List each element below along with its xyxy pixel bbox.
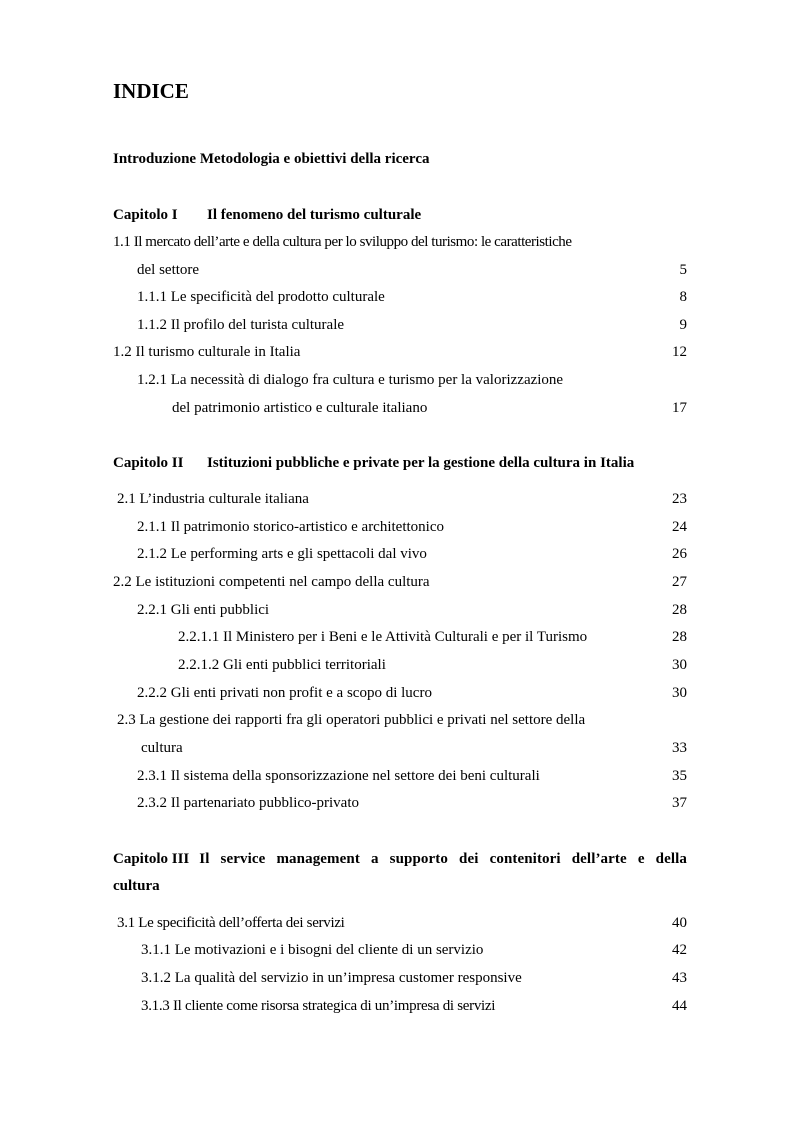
page-title: INDICE	[113, 79, 189, 103]
toc-entry: 2.2.1 Gli enti pubblici	[137, 602, 270, 618]
toc-page-number: 28	[672, 602, 687, 618]
toc-page-number: 26	[672, 546, 687, 562]
toc-entry: 2.3.1 Il sistema della sponsorizzazione nel settore dei beni culturali	[137, 768, 540, 784]
toc-page-number: 40	[672, 915, 687, 931]
toc-entry: 2.3.2 Il partenariato pubblico-privato	[137, 795, 360, 811]
chapter-2-label: Capitolo II	[113, 455, 184, 471]
toc-entry: 2.2.1.2 Gli enti pubblici territoriali	[178, 657, 386, 673]
toc-page-number: 37	[672, 795, 687, 811]
toc-entry: 2.1 L’industria culturale italiana	[117, 491, 309, 507]
toc-entry: 1.2 Il turismo culturale in Italia	[113, 344, 301, 360]
toc-entry: 2.1.1 Il patrimonio storico-artistico e architettonico	[137, 519, 444, 535]
chapter-3-heading	[113, 850, 687, 868]
toc-entry: 2.3 La gestione dei rapporti fra gli operatori pubblici e privati nel settore della	[117, 712, 586, 728]
introduction-heading: Introduzione Metodologia e obiettivi della ricerca	[113, 151, 430, 167]
toc-entry: 3.1.3 Il cliente come risorsa strategica di un’impresa di servizi	[141, 998, 496, 1014]
toc-entry: 1.1 Il mercato dell’arte e della cultura per lo sviluppo del turismo: le caratteristiche	[113, 234, 572, 250]
toc-entry: del settore	[137, 262, 200, 278]
chapter-3-label: Capitolo III	[113, 851, 190, 867]
toc-entry: 3.1.2 La qualità del servizio in un’impresa customer responsive	[141, 970, 522, 986]
toc-entry: 3.1.1 Le motivazioni e i bisogni del cliente di un servizio	[141, 942, 484, 958]
toc-page-number: 43	[672, 970, 687, 986]
toc-page-number: 17	[672, 400, 687, 416]
toc-page-number: 44	[672, 998, 687, 1014]
toc-page-number: 30	[672, 657, 687, 673]
toc-page-number: 30	[672, 685, 687, 701]
toc-page-number: 33	[672, 740, 687, 756]
toc-entry: cultura	[141, 740, 183, 756]
toc-entry: 2.1.2 Le performing arts e gli spettacoli dal vivo	[137, 546, 427, 562]
chapter-3-title-line2: cultura	[113, 878, 160, 894]
toc-entry: 3.1 Le specificità dell’offerta dei servizi	[117, 915, 345, 931]
chapter-1-label: Capitolo I	[113, 207, 178, 223]
toc-page-number: 35	[672, 768, 687, 784]
toc-page-number: 28	[672, 629, 687, 645]
toc-entry: 2.2 Le istituzioni competenti nel campo della cultura	[113, 574, 430, 590]
toc-entry: 1.1.1 Le specificità del prodotto culturale	[137, 289, 385, 305]
toc-page-number: 42	[672, 942, 687, 958]
toc-page-number: 23	[672, 491, 687, 507]
toc-page-number: 12	[672, 344, 687, 360]
toc-entry: 1.2.1 La necessità di dialogo fra cultura e turismo per la valorizzazione	[137, 372, 564, 388]
chapter-1-heading	[113, 206, 421, 224]
toc-entry: 2.2.2 Gli enti privati non profit e a scopo di lucro	[137, 685, 432, 701]
toc-entry: 1.1.2 Il profilo del turista culturale	[137, 317, 345, 333]
chapter-2-heading	[113, 454, 634, 472]
chapter-1-title: Il fenomeno del turismo culturale	[207, 207, 422, 223]
toc-page-number: 24	[672, 519, 687, 535]
toc-page-number: 27	[672, 574, 687, 590]
toc-entry: 2.2.1.1 Il Ministero per i Beni e le Attività Culturali e per il Turismo	[178, 629, 588, 645]
toc-page-number: 8	[679, 289, 687, 305]
toc-page-number: 5	[679, 262, 687, 278]
toc-entry: del patrimonio artistico e culturale italiano	[172, 400, 428, 416]
chapter-3-title-line1: Il service management a supporto dei contenitori dell’arte e della	[199, 851, 687, 867]
chapter-2-title: Istituzioni pubbliche e private per la gestione della cultura in Italia	[207, 455, 635, 471]
toc-page-number: 9	[679, 317, 687, 333]
